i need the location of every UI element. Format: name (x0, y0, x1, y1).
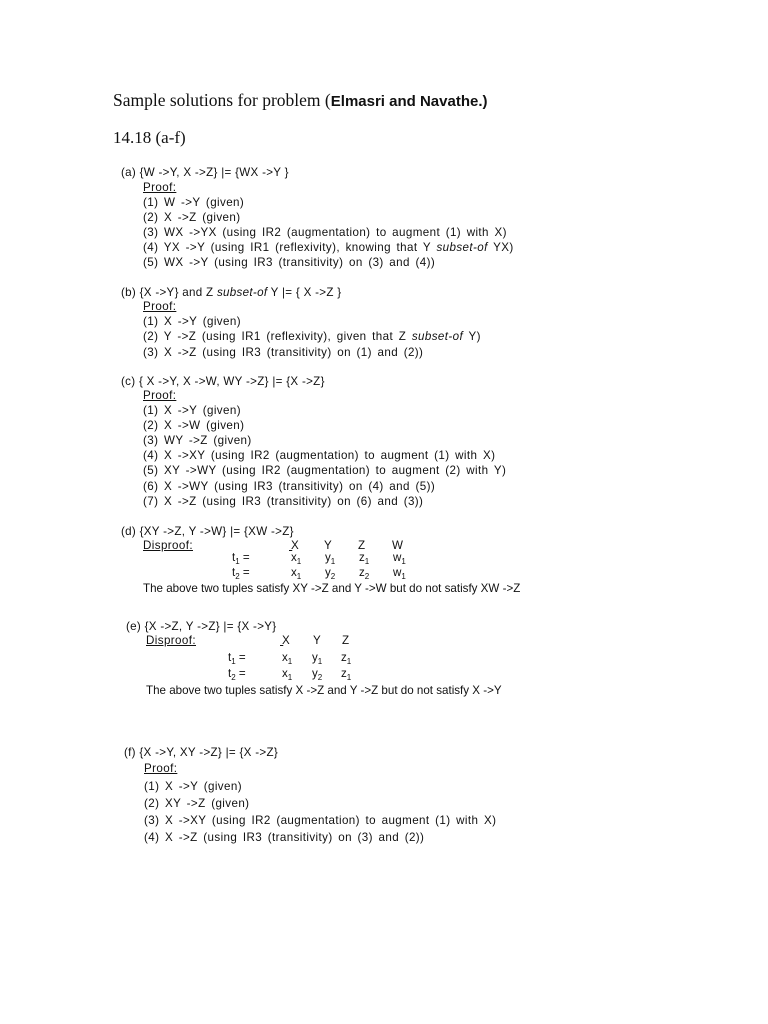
part-d-header-x: X (291, 539, 299, 552)
equals: = (242, 551, 250, 564)
part-d-header-w: W (392, 539, 403, 552)
page-title (113, 90, 488, 111)
part-d-table-header (289, 539, 407, 552)
part-a-line4-em: subset-of (436, 241, 488, 254)
part-e-header-z: Z (342, 634, 350, 647)
part-b-statement (121, 286, 341, 299)
part-b-stmt-em: subset-of (216, 286, 268, 299)
part-a-line: (3) WX ->YX (using IR2 (augmentation) to augment (1) with X) (143, 226, 507, 239)
tuple-subscript: 2 (231, 673, 236, 682)
problem-number: 14.18 (a-f) (113, 128, 186, 147)
part-c-heading: Proof: (143, 389, 177, 402)
part-e-row1-label (228, 651, 246, 664)
part-b-line2-tail: Y) (463, 330, 481, 343)
part-f-line: (4) X ->Z (using IR3 (transitivity) on (3) and (2)) (144, 831, 425, 844)
part-f-heading: Proof: (144, 762, 178, 775)
tuple-subscript: 2 (235, 572, 240, 581)
part-d-heading: Disproof: (143, 539, 193, 552)
part-e-statement: (e) {X ->Z, Y ->Z} |= {X ->Y} (126, 620, 277, 633)
part-b-line2-em: subset-of (411, 330, 464, 343)
part-d-statement: (d) {XY ->Z, Y ->W} |= {XW ->Z} (121, 525, 294, 538)
part-d-header-z: Z (358, 539, 366, 552)
part-d-header-y: Y (324, 539, 332, 552)
part-a-line: (2) X ->Z (given) (143, 211, 241, 224)
part-b-line-2 (143, 330, 481, 343)
part-e-note: The above two tuples satisfy X ->Z and Y ->Z but do not satisfy X ->Y (146, 684, 502, 697)
title-prefix: Sample solutions for problem ( (113, 90, 331, 110)
part-c-line: (7) X ->Z (using IR3 (transitivity) on (6) and (3)) (143, 495, 424, 508)
part-a-line4-text: (4) YX ->Y (using IR1 (reflexivity), knowing that Y (143, 241, 437, 254)
part-b-line: (3) X ->Z (using IR3 (transitivity) on (1) and (2)) (143, 346, 424, 359)
part-d-note: The above two tuples satisfy XY ->Z and Y ->W but do not satisfy XW ->Z (143, 582, 521, 595)
tuple-subscript: 1 (235, 557, 240, 566)
part-d-row2-label (232, 566, 250, 579)
tuple-label: t (228, 667, 232, 680)
part-e-row2-label (228, 667, 246, 680)
tuple-label: t (232, 566, 236, 579)
equals: = (238, 651, 246, 664)
part-d-cell: $y_1$ (325, 551, 336, 566)
part-a-heading: Proof: (143, 181, 177, 194)
tuple-subscript: 1 (231, 657, 236, 666)
part-e-cell: $x_1$ (282, 667, 293, 682)
part-e-cell: $x_1$ (282, 651, 293, 666)
part-b-stmt-tail: Y |= { X ->Z } (267, 286, 342, 299)
part-d-row1-label (232, 551, 250, 564)
part-a-line: (5) WX ->Y (using IR3 (transitivity) on (3) and (4)) (143, 256, 436, 269)
tuple-label: t (228, 651, 232, 664)
part-d-cell: $y_2$ (325, 566, 336, 581)
part-d-cell: $x_1$ (291, 566, 302, 581)
part-f-statement: (f) {X ->Y, XY ->Z} |= {X ->Z} (124, 746, 278, 759)
part-f-line: (3) X ->XY (using IR2 (augmentation) to augment (1) with X) (144, 814, 497, 827)
tuple-label: t (232, 551, 236, 564)
part-a-line-4 (143, 241, 514, 254)
part-d-cell: $z_2$ (359, 566, 370, 581)
part-a-statement: (a) {W ->Y, X ->Z} |= {WX ->Y } (121, 166, 289, 179)
part-d-cell: $z_1$ (359, 551, 370, 566)
part-c-line: (2) X ->W (given) (143, 419, 245, 432)
part-e-cell: $z_1$ (341, 667, 352, 682)
part-b-stmt-text: (b) {X ->Y} and Z (121, 286, 217, 299)
part-f-line: (2) XY ->Z (given) (144, 797, 250, 810)
part-c-statement: (c) { X ->Y, X ->W, WY ->Z} |= {X ->Z} (121, 375, 325, 388)
part-a-line4-tail: YX) (487, 241, 514, 254)
equals: = (242, 566, 250, 579)
part-c-line: (1) X ->Y (given) (143, 404, 241, 417)
part-d-cell: $x_1$ (291, 551, 302, 566)
part-e-cell: $z_1$ (341, 651, 352, 666)
part-e-table-header (280, 634, 352, 647)
part-e-cell: $y_2$ (312, 667, 323, 682)
part-e-header-y: Y (313, 634, 321, 647)
part-e-cell: $y_1$ (312, 651, 323, 666)
part-c-line: (3) WY ->Z (given) (143, 434, 252, 447)
part-d-cell: $w_1$ (393, 551, 406, 566)
part-f-line: (1) X ->Y (given) (144, 780, 242, 793)
part-e-heading: Disproof: (146, 634, 196, 647)
title-bold: Elmasri and Navathe.) (330, 93, 488, 110)
equals: = (238, 667, 246, 680)
part-c-line: (6) X ->WY (using IR3 (transitivity) on (4) and (5)) (143, 480, 436, 493)
part-b-heading: Proof: (143, 300, 177, 313)
part-d-cell: $w_1$ (393, 566, 406, 581)
part-c-line: (4) X ->XY (using IR2 (augmentation) to augment (1) with X) (143, 449, 496, 462)
part-a-line: (1) W ->Y (given) (143, 196, 245, 209)
part-c-line: (5) XY ->WY (using IR2 (augmentation) to augment (2) with Y) (143, 464, 507, 477)
part-e-header-x: X (282, 634, 290, 647)
part-b-line2-text: (2) Y ->Z (using IR1 (reflexivity), given that Z (143, 330, 412, 343)
part-b-line: (1) X ->Y (given) (143, 315, 241, 328)
